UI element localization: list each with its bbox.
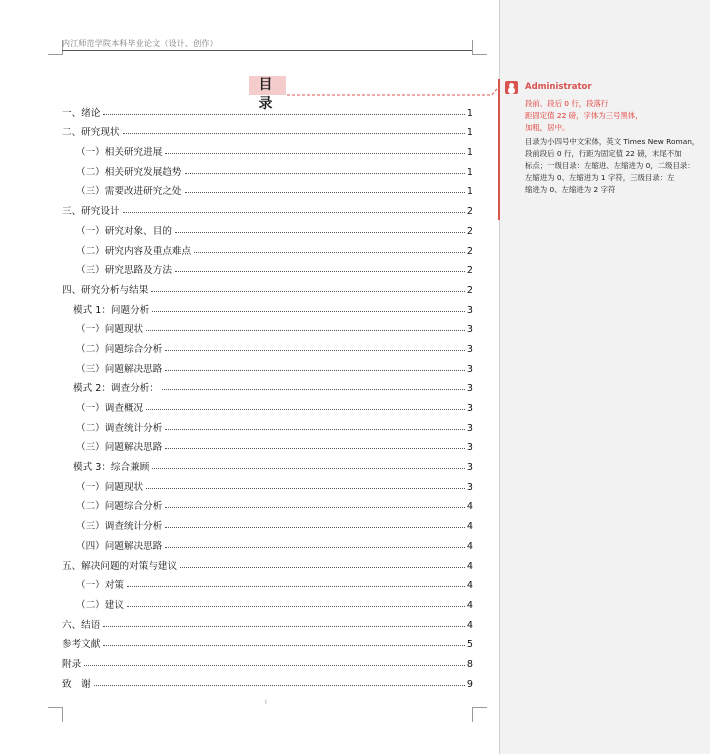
toc-entry-page: 2 (466, 284, 473, 296)
toc-entry-label: （一）研究对象、目的 (76, 225, 172, 237)
toc-entry-page: 1 (466, 166, 473, 178)
toc-entry-label: 二、研究现状 (62, 127, 120, 139)
toc-entry-label: （一）问题现状 (76, 324, 144, 336)
toc-entry-page: 3 (466, 324, 473, 336)
user-avatar-icon (505, 81, 518, 94)
toc-entry-page: 3 (466, 363, 473, 375)
toc-entry-label: （三）需要改进研究之处 (76, 186, 182, 198)
toc-title[interactable]: 目 录 (249, 76, 286, 95)
page-number-marker: I (265, 699, 267, 706)
comment-accent-bar (498, 79, 500, 220)
comment-text-line: 段前、段后 0 行，段落行 (525, 99, 609, 108)
toc-entry-page: 2 (466, 225, 473, 237)
toc-entry-page: 4 (466, 501, 473, 513)
toc-entry-page: 1 (466, 186, 473, 198)
toc-entry-label: （二）问题综合分析 (76, 501, 163, 513)
toc-entry-label: （二）问题综合分析 (76, 343, 163, 355)
toc-entry-page: 2 (466, 265, 473, 277)
toc-entry-page: 4 (466, 619, 473, 631)
toc-entry-page: 4 (466, 560, 473, 572)
toc-entry-label: （二）调查统计分析 (76, 422, 163, 434)
toc-entry-label: （一）对策 (76, 580, 124, 592)
toc-entry-page: 3 (466, 462, 473, 474)
comment-author: Administrator (525, 82, 592, 92)
toc-entry-label: （一）问题现状 (76, 481, 144, 493)
toc-entry-page: 3 (466, 481, 473, 493)
comment-text-line: 左缩进为 0、左缩进为 1 字符，三级目录：左 (525, 173, 675, 182)
toc-entry-label: 一、绪论 (62, 107, 101, 119)
toc-entry-page: 1 (466, 127, 473, 139)
toc-entry-label: （四）问题解决思路 (76, 540, 163, 552)
toc-entry-label: 四、研究分析与结果 (62, 284, 149, 296)
toc-entry-label: 模式 1：问题分析 (73, 304, 150, 316)
toc-entry-label: （二）研究内容及重点难点 (76, 245, 192, 257)
toc-entry-label: 致 谢 (62, 678, 91, 690)
comment-text-line: 距固定值 22 磅，字体为三号黑体， (525, 111, 643, 120)
comment-text-line: 段前段后 0 行，行距为固定值 22 磅，末尾不加 (525, 149, 682, 158)
toc-entry-page: 3 (466, 383, 473, 395)
toc-entry-label: 模式 2：调查分析： (73, 383, 159, 395)
toc-entry-page: 4 (466, 540, 473, 552)
toc-entry-label: （一）相关研究进展 (76, 147, 163, 159)
comment-text-line: 标点；一级目录：左缩进、左缩进为 0，二级目录： (525, 161, 695, 170)
comment-text-line: 目录为小四号中文宋体，英文 Times New Roman， (525, 137, 700, 146)
toc-entry-page: 8 (466, 658, 473, 670)
toc-entry-label: 附录 (62, 658, 82, 670)
page-header: 内江师范学院本科毕业论文（设计、创作） (62, 39, 218, 48)
toc-entry-page: 4 (466, 580, 473, 592)
toc-entry-page: 4 (466, 521, 473, 533)
toc-entry-label: （三）问题解决思路 (76, 442, 163, 454)
toc-entry-page: 2 (466, 206, 473, 218)
toc-entry-page: 2 (466, 245, 473, 257)
toc-entry-label: 模式 3：综合兼顾 (73, 462, 150, 474)
toc-entry-page: 3 (466, 343, 473, 355)
toc-entry-label: 三、研究设计 (62, 206, 120, 218)
toc-entry-page: 5 (466, 639, 473, 651)
toc-entry-page: 3 (466, 304, 473, 316)
toc-entry-label: （三）调查统计分析 (76, 521, 163, 533)
toc-entry-label: 六、结语 (62, 619, 101, 631)
toc-entry-page: 3 (466, 422, 473, 434)
comment-text-line: 加粗，居中。 (525, 123, 570, 132)
toc-entry-label: （三）研究思路及方法 (76, 265, 172, 277)
toc-entry-page: 1 (466, 147, 473, 159)
toc-entry-label: 参考文献 (62, 639, 101, 651)
toc-entry-label: （一）调查概况 (76, 403, 144, 414)
toc-entry-label: 五、解决问题的对策与建议 (62, 560, 178, 572)
comment-text-line: 缩进为 0、左缩进为 2 字符 (525, 185, 616, 194)
toc-entry-page: 4 (466, 599, 473, 611)
toc-entry-page: 3 (466, 403, 473, 414)
toc-entry-label: （二）相关研究发展趋势 (76, 166, 182, 178)
toc-entry-page: 1 (466, 107, 473, 119)
toc-entry-page: 3 (466, 442, 473, 454)
toc-entry-label: （二）建议 (76, 599, 124, 611)
toc-entry-label: （三）问题解决思路 (76, 363, 163, 375)
toc-entry-page: 9 (466, 678, 473, 690)
